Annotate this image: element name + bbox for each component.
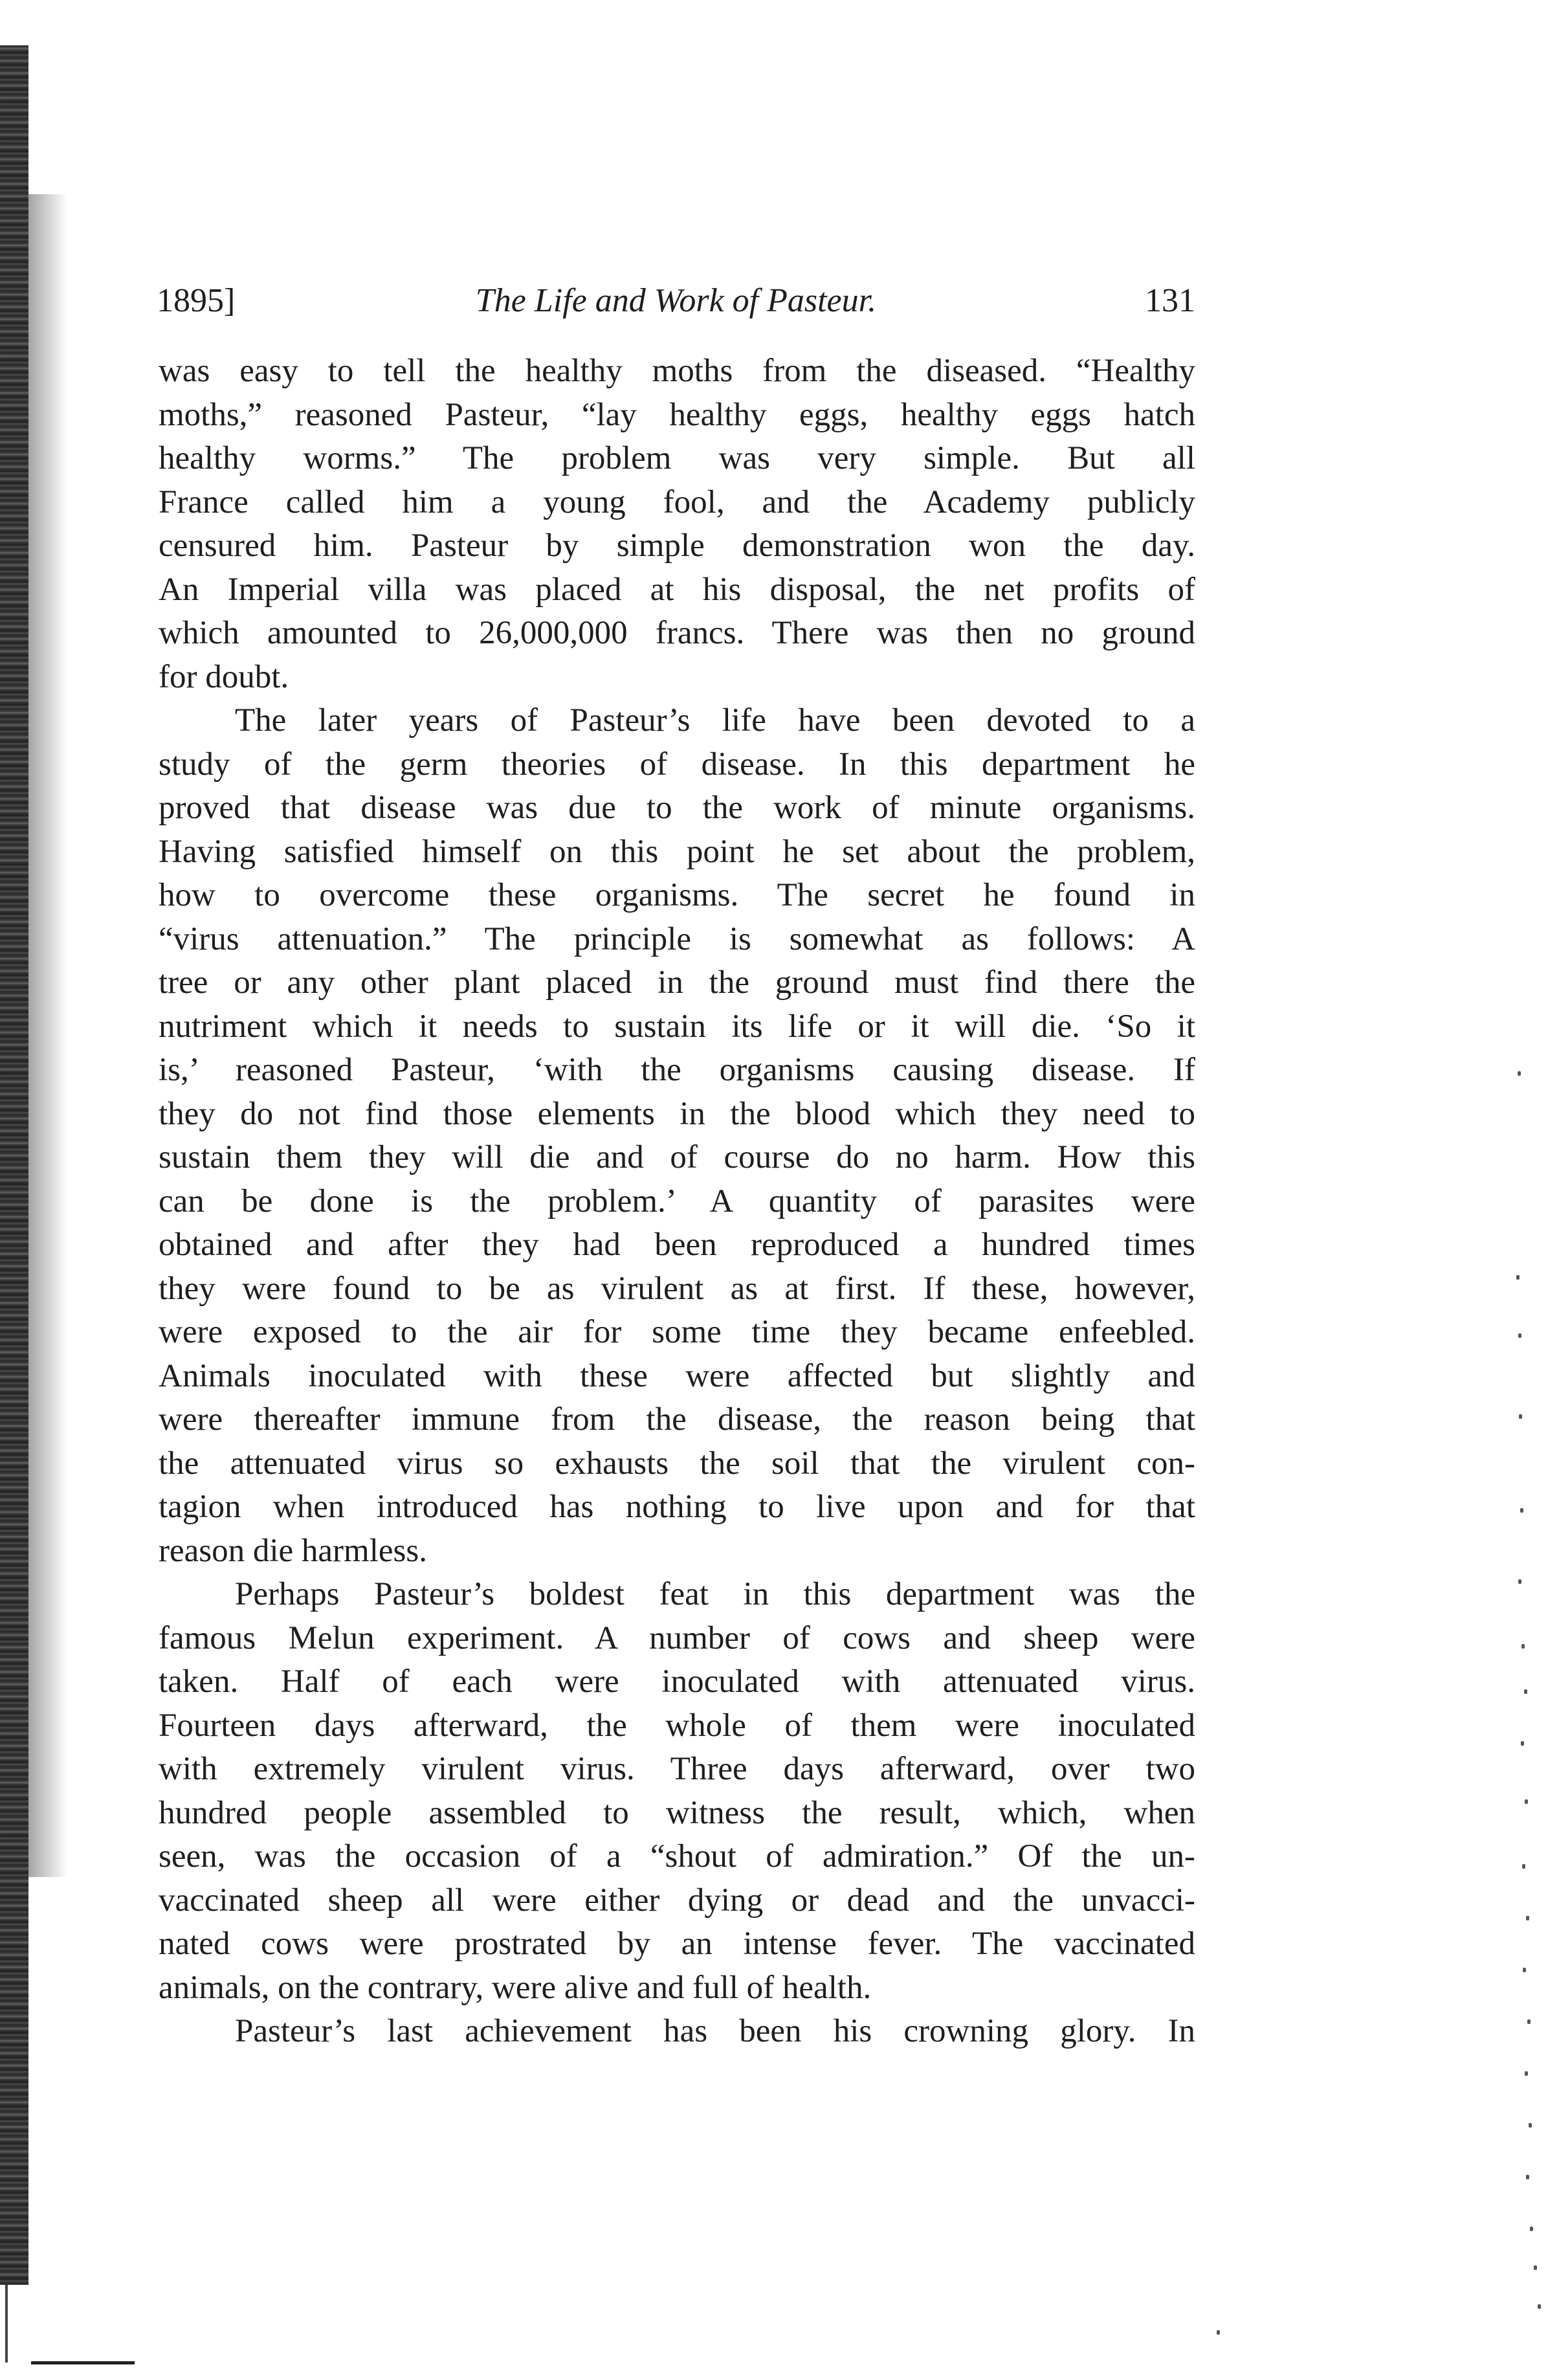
text-line: vaccinated sheep all were either dying or dead and the unvacci- [159, 1882, 1195, 1918]
scan-speck [1518, 1579, 1521, 1584]
text-line: the attenuated virus so exhausts the soil that the virulent con- [159, 1445, 1195, 1482]
text-line: for doubt. [159, 658, 289, 695]
scan-speck [1520, 1508, 1523, 1513]
text-line: France called him a young fool, and the Academy publicly [159, 484, 1195, 520]
text-line: was easy to tell the healthy moths from the diseased. “Healthy [159, 353, 1195, 389]
text-line: proved that disease was due to the work of minute organisms. [159, 790, 1195, 826]
scan-speck [1530, 2227, 1533, 2231]
text-line: they do not find those elements in the blood which they need to [159, 1095, 1195, 1132]
scan-speck [1521, 1741, 1524, 1746]
text-line: moths,” reasoned Pasteur, “lay healthy eggs, healthy eggs hatch [159, 396, 1195, 433]
scan-speck [1516, 1275, 1520, 1280]
text-line: obtained and after they had been reproduced a hundred times [159, 1227, 1195, 1263]
scan-speck [1529, 2123, 1532, 2128]
text-line: which amounted to 26,000,000 francs. There was then no ground [159, 615, 1195, 651]
scan-speck [1523, 1968, 1526, 1972]
text-line: is,’ reasoned Pasteur, ‘with the organisms causing disease. If [159, 1052, 1195, 1088]
text-line: Fourteen days afterward, the whole of them were inoculated [159, 1707, 1195, 1744]
text-line: nutriment which it needs to sustain its life or it will die. ‘So it [159, 1008, 1195, 1045]
text-line: with extremely virulent virus. Three days afterward, over two [159, 1751, 1195, 1787]
running-head [157, 278, 1195, 324]
text-line: censured him. Pasteur by simple demonstration won the day. [159, 528, 1195, 564]
page-number: 131 [1145, 282, 1195, 319]
text-line: animals, on the contrary, were alive and full of health. [159, 1969, 872, 2006]
scan-speck [1518, 1333, 1521, 1338]
corner-mark [31, 2361, 135, 2364]
header-year: 1895] [157, 282, 236, 319]
text-line: they were found to be as virulent as at first. If these, however, [159, 1270, 1195, 1307]
scan-speck [1519, 1414, 1522, 1419]
text-line: were exposed to the air for some time they became enfeebled. [159, 1314, 1195, 1350]
binding-edge-lower [5, 2285, 8, 2363]
text-line: “virus attenuation.” The principle is somewhat as follows: A [159, 920, 1195, 957]
text-line: tree or any other plant placed in the ground must find there the [159, 964, 1195, 1001]
text-line: tagion when introduced has nothing to live upon and for that [159, 1489, 1195, 1525]
scan-speck [1526, 2175, 1529, 2179]
scan-speck [1525, 2071, 1528, 2076]
scan-speck [1538, 2304, 1541, 2309]
scan-speck [1534, 2265, 1537, 2270]
text-line: hundred people assembled to witness the result, which, when [159, 1794, 1195, 1831]
text-line: seen, was the occasion of a “shout of admiration.” Of the un- [159, 1838, 1195, 1874]
scan-speck [1527, 2019, 1531, 2024]
text-line: famous Melun experiment. A number of cows and sheep were [159, 1619, 1195, 1656]
scan-speck [1518, 1071, 1521, 1076]
text-line: Having satisfied himself on this point he set about the problem, [159, 833, 1195, 870]
scan-speck [1522, 1864, 1525, 1869]
binding-edge [0, 45, 28, 2285]
scan-speck [1525, 1799, 1528, 1804]
scan-speck [1526, 1916, 1529, 1920]
scan-speck [1217, 2330, 1220, 2335]
text-line: sustain them they will die and of course do no harm. How this [159, 1139, 1195, 1175]
text-line: how to overcome these organisms. The secret he found in [159, 877, 1195, 913]
text-line: reason die harmless. [159, 1532, 427, 1569]
text-line: healthy worms.” The problem was very simple. But all [159, 440, 1195, 476]
text-line: The later years of Pasteur’s life have been devoted to a [235, 702, 1195, 739]
text-line: can be done is the problem.’ A quantity of parasites were [159, 1183, 1195, 1219]
body-text [159, 350, 1195, 2054]
text-line: Pasteur’s last achievement has been his crowning glory. In [235, 2013, 1195, 2049]
scan-speck [1521, 1644, 1525, 1649]
text-line: Perhaps Pasteur’s boldest feat in this department was the [235, 1576, 1195, 1612]
text-line: taken. Half of each were inoculated with attenuated virus. [159, 1663, 1195, 1700]
text-line: nated cows were prostrated by an intense fever. The vaccinated [159, 1926, 1195, 1962]
header-title: The Life and Work of Pasteur. [475, 282, 877, 319]
text-line: An Imperial villa was placed at his disposal, the net profits of [159, 571, 1195, 608]
scan-speck [1524, 1689, 1527, 1694]
binding-shadow [28, 194, 67, 1877]
text-line: Animals inoculated with these were affected but slightly and [159, 1357, 1195, 1394]
text-line: study of the germ theories of disease. In this department he [159, 746, 1195, 783]
text-line: were thereafter immune from the disease, the reason being that [159, 1401, 1195, 1438]
